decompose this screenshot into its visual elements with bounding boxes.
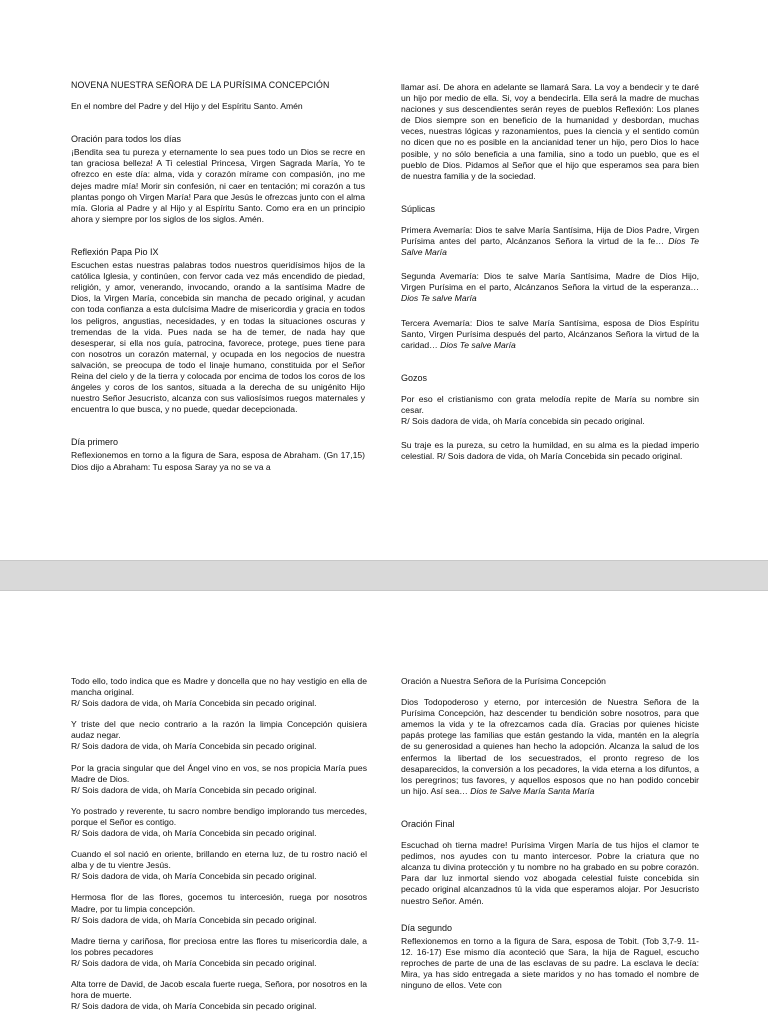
gozo-response: R/ Sois dadora de vida, oh María concebida sin pecado original. bbox=[401, 416, 645, 427]
gozo-text: Hermosa flor de las flores, gocemos tu intercesión, ruega por nosotros Madre, por tu limpia concepción. bbox=[71, 892, 367, 914]
page1-left-column bbox=[71, 80, 365, 473]
gozo-response: R/ Sois dadora de vida, oh María Concebida sin pecado original. bbox=[71, 698, 317, 709]
gozo-response: R/ Sois dadora de vida, oh María Concebida sin pecado original. bbox=[71, 957, 317, 968]
section-heading-oracion-purisima: Oración a Nuestra Señora de la Purísima Concepción bbox=[401, 676, 606, 686]
gozo-text: Yo postrado y reverente, tu sacro nombre bendigo implorando tus mercedes, porque el Señor es contigo. bbox=[71, 805, 367, 827]
section-heading-oracion-final: Oración Final bbox=[401, 818, 455, 829]
gozo-response: R/ Sois dadora de vida, oh María Concebida sin pecado original. bbox=[71, 828, 317, 839]
gozo-text: Por la gracia singular que del Ángel vino en vos, se nos propicia María pues Madre de Dios. bbox=[71, 762, 367, 784]
gozo-response: R/ Sois dadora de vida, oh María Concebida sin pecado original. bbox=[71, 1001, 317, 1012]
section-heading-dia-segundo: Día segundo bbox=[401, 922, 453, 933]
section-heading-gozos: Gozos bbox=[401, 372, 428, 383]
document-title: NOVENA NUESTRA SEÑORA DE LA PURÍSIMA CONCEPCIÓN bbox=[71, 80, 330, 90]
reflexion-text: Escuchen estas nuestras palabras todos nuestros queridísimos hijos de la católica Iglesia, y continúen, con fervor cada vez más encendido de piedad, religión, y amor, venerando, invocando, orando a la santísima Madre de Dios, la Virgen María, concebida sin mancha de pecado original, y acudan con toda confianza a esta dulcísima Madre de misericordia y gracia en todos los peligros, angustias, necesidades, y en todas la situaciones oscuras y tremendas de la vida. Pues nada se ha de temer, de nada hay que desesperar, si ella nos guía, patrocina, favorece, protege, pues tiene para con nosotros un corazón maternal, y ocupada en los negocios de nuestra salvación, se preocupa de todo el linaje humano, constituida por el Señor Reina del cielo y de la tierra y colocada por encima de todos los coros de los ángeles y coros de los santos, situada a la derecha de su unigénito Hijo nuestro Señor Jesucristo, alcanza con sus valiosísimos ruegos maternales y encuentra lo que busca, y no puede, quedar decepcionada. bbox=[71, 260, 365, 415]
intro-line: En el nombre del Padre y del Hijo y del Espíritu Santo. Amén bbox=[71, 101, 303, 112]
oracion-purisima-text: Dios Todopoderoso y eterno, por intercesión de Nuestra Señora de la Purísima Concepción, haz descender tu bendición sobre nosotros, para que amemos la vida y te la ofrezcamos cada día. Gracias por quienes hiciste papás protege las familias que están gestando la vida, mantén en la alegría de su generosidad a quienes han hecho la adopción. Alcanza la salud de los enfermos la libertad de los secuestrados, el pronto regreso de los desaparecidos, la conversión a los pecadores, la vida eterna a los difuntos, a los peregrinos; tus favores, y aquellos esposos que no han podido concebir un hijo. Así sea… Dios te Salve María Santa María bbox=[401, 697, 699, 796]
gozo-response: R/ Sois dadora de vida, oh María Concebida sin pecado original. bbox=[71, 784, 317, 795]
gozo-text: Por eso el cristianismo con grata melodía repite de María su nombre sin cesar. bbox=[401, 393, 699, 415]
dia-primero-continued: llamar así. De ahora en adelante se llamará Sara. La voy a bendecir y te daré un hijo por medio de ella. Si, voy a bendecirla. Ella será la madre de muchas naciones y sus descendientes serán reyes de pueblos Reflexión: Los planes de Dios siempre son en beneficio de la humanidad y desbordan, muchas veces, nuestras lógicas y razonamientos, pues la ciencia y el sentido común no dicen que no es posible en la ancianidad tener un hijo, pero Dios lo hace posible, y no sólo beneficia a una familia, sino a todo un pueblo, que es el pueblo de Dios. Pidamos al Señor que el hijo que esperamos sea para bien de nuestra familia y de la sociedad. bbox=[401, 82, 699, 181]
dia-primero-text: Reflexionemos en torno a la figura de Sara, esposa de Abraham. (Gn 17,15) Dios dijo a Abraham: Tu esposa Saray ya no se va a bbox=[71, 450, 365, 472]
avemaria-tercera: Tercera Avemaría: Dios te salve María Santísima, esposa de Dios Espíritu Santo, Virgen Purísima después del parto, Alcánzanos Señora la virtud de la caridad… Dios Te salve María bbox=[401, 317, 699, 350]
document-page-2 bbox=[0, 590, 768, 1025]
page2-left-column bbox=[71, 676, 367, 1012]
gozo-response: R/ Sois dadora de vida, oh María Concebida sin pecado original. bbox=[71, 741, 317, 752]
gozo-text: Todo ello, todo indica que es Madre y doncella que no hay vestigio en ella de mancha original. bbox=[71, 676, 367, 698]
gozo-response: R/ Sois dadora de vida, oh María Concebida sin pecado original. bbox=[71, 871, 317, 882]
section-heading-reflexion: Reflexión Papa Pio IX bbox=[71, 246, 159, 257]
oracion-final-text: Escuchad oh tierna madre! Purísima Virgen María de tus hijos el clamor te pedimos, nos ayudes con tu manto intercesor. Pobre la criatura que no alcanza tu divina protección y tu nombre no ha grabado en su pobre corazón. Para dar luz inmortal siendo voz abogada celestial fuiste concebida sin pecado original alcanzadnos tú la vida que esperamos alojar. Por Jesucristo nuestro Señor. Amén. bbox=[401, 840, 699, 906]
avemaria-primera: Primera Avemaría: Dios te salve María Santísima, Hija de Dios Padre, Virgen Purísima antes del parto, Alcánzanos Señora la virtud de la fe… Dios Te Salve María bbox=[401, 224, 699, 258]
section-heading-suplicas: Súplicas bbox=[401, 203, 436, 214]
gozo-text: Alta torre de David, de Jacob escala fuerte ruega, Señora, por nosotros en la hora de muerte. bbox=[71, 978, 367, 1001]
gozo-text: Madre tierna y cariñosa, flor preciosa entre las flores tu misericordia dale, a los pobres pecadores bbox=[71, 935, 367, 957]
dia-segundo-text: Reflexionemos en torno a la figura de Sara, esposa de Tobit. (Tob 3,7-9. 11-12. 16-17) Ese mismo día aconteció que Sara, la hija de Raguel, escucho reproches de parte de una de las esclavas de su padre. La esclava le decía: Mira, ya has sido entregada a siete maridos y no has tomado el nombre de ninguno de ellos. Vete con bbox=[401, 935, 699, 991]
avemaria-segunda: Segunda Avemaría: Dios te salve María Santísima, Madre de Dios Hijo, Virgen Purísima en el parto, Alcánzanos Señora la virtud de la esperanza… Dios Te salve María bbox=[401, 271, 699, 304]
page1-right-column bbox=[401, 82, 699, 462]
oracion-text: ¡Bendita sea tu pureza y eternamente lo sea pues todo un Dios se recre en tan graciosa belleza! A Ti celestial Princesa, Virgen Sagrada María, Yo te ofrezco en este día: alma, vida y corazón mírame con compasión, ¡no me dejes madre mía! Morir sin confesión, ni caer en tentación; mi corazón a tus plantas pongo oh Virgen María! Para que Jesús le ofrezcas junto con el alma mía. Gloria al Padre y al Hijo y al Espíritu Santo. Como era en un principio ahora y siempre por los siglos de los siglos. Amén. bbox=[71, 147, 365, 224]
section-heading-oracion: Oración para todos los días bbox=[71, 134, 182, 145]
page-separator bbox=[0, 561, 768, 589]
page2-right-column bbox=[401, 676, 699, 991]
gozo-text: Y triste del que necio contrario a la razón la limpia Concepción quisiera audaz negar. bbox=[71, 719, 367, 741]
gozo-text: Su traje es la pureza, su cetro la humildad, en su alma es la piedad imperio celestial. R/ Sois dadora de vida, oh María Concebida sin pecado original. bbox=[401, 440, 699, 462]
gozo-response: R/ Sois dadora de vida, oh María Concebida sin pecado original. bbox=[71, 914, 317, 925]
gozo-text: Cuando el sol nació en oriente, brillando en eterna luz, de tu rostro nació el alba y de tu vientre Jesús. bbox=[71, 849, 367, 871]
section-heading-dia-primero: Día primero bbox=[71, 437, 119, 448]
